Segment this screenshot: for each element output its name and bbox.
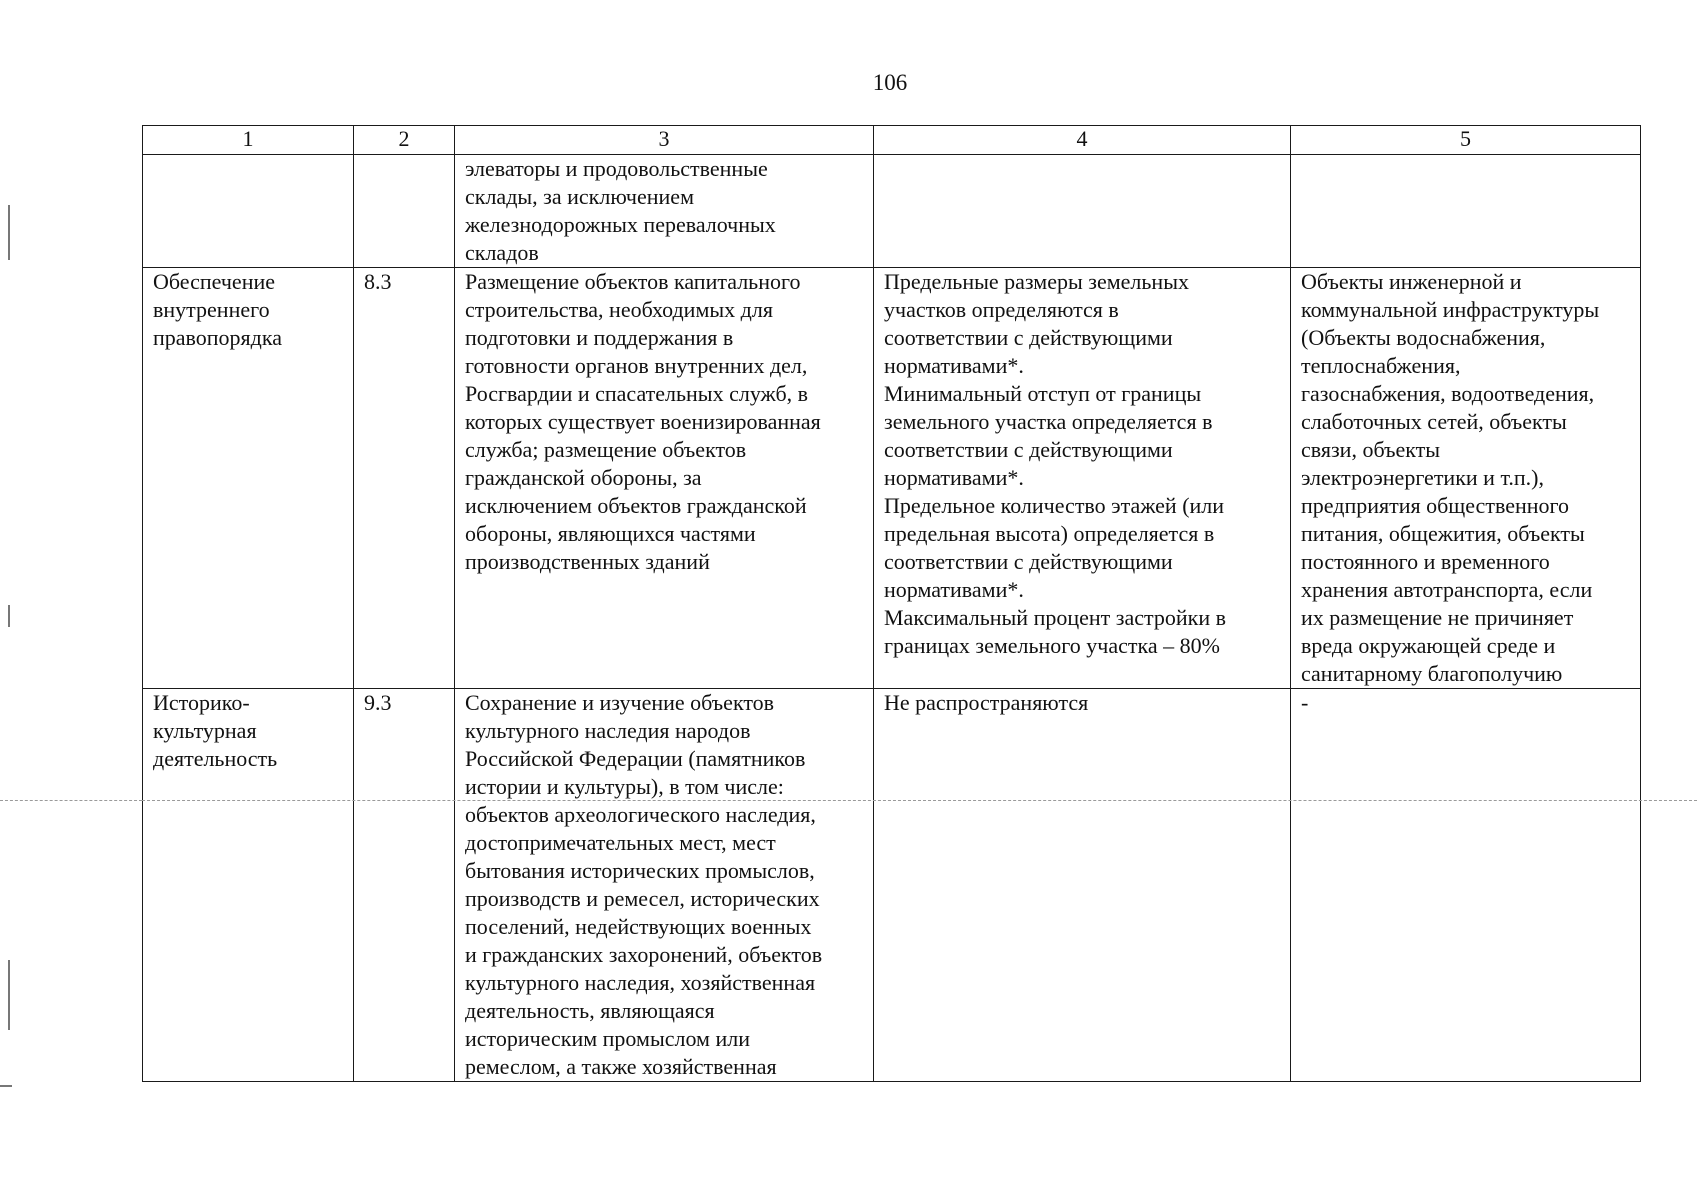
- scan-fold-line-left: [0, 800, 142, 801]
- cell-use-code: [354, 155, 455, 268]
- cell-auxiliary-uses: Объекты инженерной и коммунальной инфраструктуры (Объекты водоснабжения, теплоснабжения, газоснабжения, водоотведения, слаботочных сетей, объекты связи, объекты электроэнергетики и т.п.), предприятия общественного питания, общежития, объекты постоянного и временного хранения автотранспорта, если их размещение не причиняет вреда окружающей среде и санитарному благополучию: [1291, 268, 1641, 689]
- cell-use-name: [143, 155, 354, 268]
- cell-use-description: Сохранение и изучение объектов культурного наследия народов Российской Федерации (памятников истории и культуры), в том числе: объектов археологического наследия, достопримечательных мест, мест бытования исторических промыслов, производств и ремесел, исторических поселений, недействующих военных и гражданских захоронений, объектов культурного наследия, хозяйственная деятельность, являющаяся историческим промыслом или ремеслом, а также хозяйственная: [455, 689, 874, 1082]
- scan-fold-line-table: [142, 800, 1697, 801]
- cell-parameters: Предельные размеры земельных участков определяются в соответствии с действующими нормативами*. Минимальный отступ от границы земельного участка определяется в соответствии с действующими нормативами*. Предельное количество этажей (или предельная высота) определяется в соответствии с действующими нормативами*. Максимальный процент застройки в границах земельного участка – 80%: [874, 268, 1291, 689]
- column-header-2: 2: [354, 126, 455, 155]
- scan-edge-mark: [0, 1085, 12, 1087]
- zoning-table: [142, 125, 1641, 1082]
- cell-use-code: 9.3: [354, 689, 455, 1082]
- column-number-header-row: [143, 126, 1641, 155]
- cell-parameters: [874, 155, 1291, 268]
- cell-use-description: элеваторы и продовольственные склады, за исключением железнодорожных перевалочных складов: [455, 155, 874, 268]
- column-header-3: 3: [455, 126, 874, 155]
- page-number: 106: [872, 70, 908, 95]
- cell-use-description: Размещение объектов капитального строительства, необходимых для подготовки и поддержания в готовности органов внутренних дел, Росгвардии и спасательных служб, в которых существует военизированная служба; размещение объектов гражданской обороны, за исключением объектов гражданской обороны, являющихся частями производственных зданий: [455, 268, 874, 689]
- scan-edge-mark: [8, 960, 10, 1030]
- cell-auxiliary-uses: [1291, 155, 1641, 268]
- cell-use-name: Обеспечение внутреннего правопорядка: [143, 268, 354, 689]
- table-row-9-3: [143, 689, 1641, 1082]
- cell-parameters: Не распространяются: [874, 689, 1291, 1082]
- table-row-8-3: [143, 268, 1641, 689]
- cell-use-code: 8.3: [354, 268, 455, 689]
- cell-auxiliary-uses: -: [1291, 689, 1641, 1082]
- scan-edge-mark: [8, 605, 10, 627]
- scan-edge-mark: [8, 205, 10, 260]
- cell-use-name: Историко- культурная деятельность: [143, 689, 354, 1082]
- column-header-1: 1: [143, 126, 354, 155]
- table-row-continuation: [143, 155, 1641, 268]
- column-header-5: 5: [1291, 126, 1641, 155]
- column-header-4: 4: [874, 126, 1291, 155]
